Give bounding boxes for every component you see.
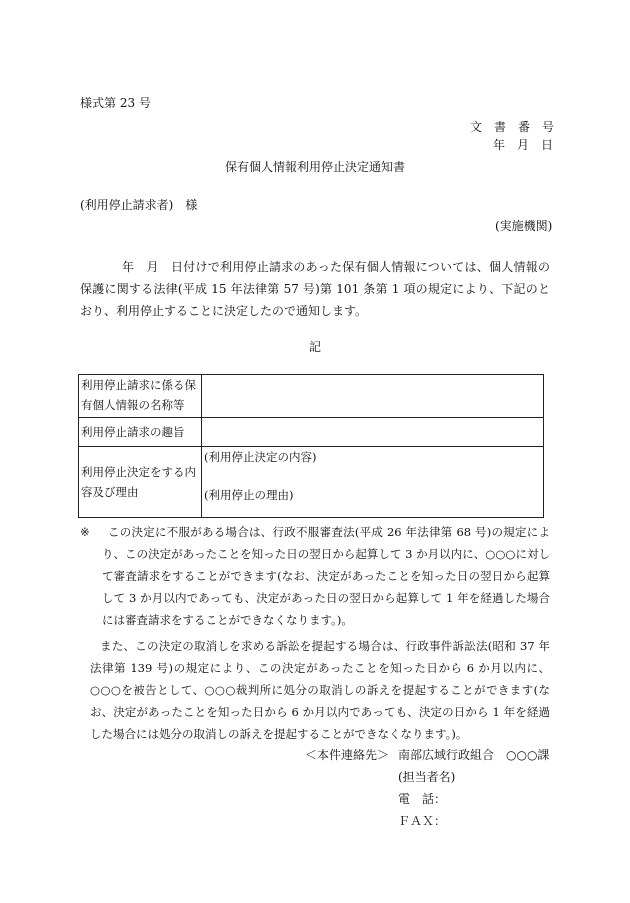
appeal-note-text: この決定に不服がある場合は、行政不服審査法(平成 26 年法律第 68 号)の規定により、この決定があったことを知った日の翌日から起算して 3 か月以内に、○○○に対して審査請求をすることができます(なお、決定があったことを知った日の翌日から起算して 3 か月以内であっても、決定があった日の翌日から起算して 1 年を経過した場合には審査請求をすることができなくなります。)。 (102, 525, 550, 627)
contact-row (305, 744, 549, 766)
contact-row (305, 766, 549, 788)
decision-table (78, 374, 544, 518)
contact-label: ＜本件連絡先＞ (305, 748, 390, 762)
date-label: 年 月 日 (493, 138, 554, 152)
table-row (79, 375, 544, 418)
table-row-value (202, 375, 544, 418)
contact-spacer (305, 766, 398, 788)
table-row-label: 利用停止決定をする内容及び理由 (79, 447, 202, 518)
lawsuit-note-text: また、この決定の取消しを求める訴訟を提起する場合は、行政事件訴訟法(昭和 37 年法律第 139 号)の規定により、この決定があったことを知った日から 6 か月以内に、○○○を被告として、○○○裁判所に処分の取消しの訴えを提起することができます(なお、決定があったことを知った日から 6 か月以内であっても、決定の日から 1 年を経過した場合には処分の取消しの訴えを提起することができなくなります。)。 (90, 639, 550, 741)
notes-section (80, 521, 550, 745)
appeal-note (80, 521, 550, 631)
decision-content-label: (利用停止決定の内容) (204, 450, 317, 464)
form-number: 様式第 23 号 (80, 96, 151, 110)
table-row (79, 447, 544, 518)
contact-fax: ＦＡＸ： (398, 814, 447, 828)
contact-row (305, 788, 549, 810)
table-row-label: 利用停止請求に係る保有個人情報の名称等 (79, 375, 202, 418)
contact-row (305, 810, 549, 832)
table-row-value (202, 447, 544, 518)
contact-person: (担当者名) (398, 770, 456, 784)
table-row-value (202, 418, 544, 447)
body-paragraph: 年 月 日付けで利用停止請求のあった保有個人情報については、個人情報の保護に関する法律(平成 15 年法律第 57 号)第 101 条第 1 項の規定により、下記のとおり、利用停止することに決定したので通知します。 (80, 260, 550, 318)
contact-spacer (305, 788, 398, 810)
ki-heading: 記 (308, 340, 321, 354)
table-row (79, 418, 544, 447)
contact-spacer (305, 810, 398, 832)
document-title: 保有個人情報利用停止決定通知書 (224, 160, 405, 174)
contact-organization: 南部広域行政組合 ○○○課 (398, 748, 550, 762)
document-number-label: 文 書 番 号 (470, 120, 555, 134)
contact-phone: 電 話： (398, 792, 447, 806)
table-row-label: 利用停止請求の趣旨 (79, 418, 202, 447)
contact-block (305, 744, 549, 832)
requester-line: (利用停止請求者) 様 (80, 198, 198, 212)
decision-reason-label: (利用停止の理由) (204, 488, 294, 502)
agency-label: (実施機関) (495, 219, 553, 233)
note-mark: ※ (80, 525, 90, 539)
